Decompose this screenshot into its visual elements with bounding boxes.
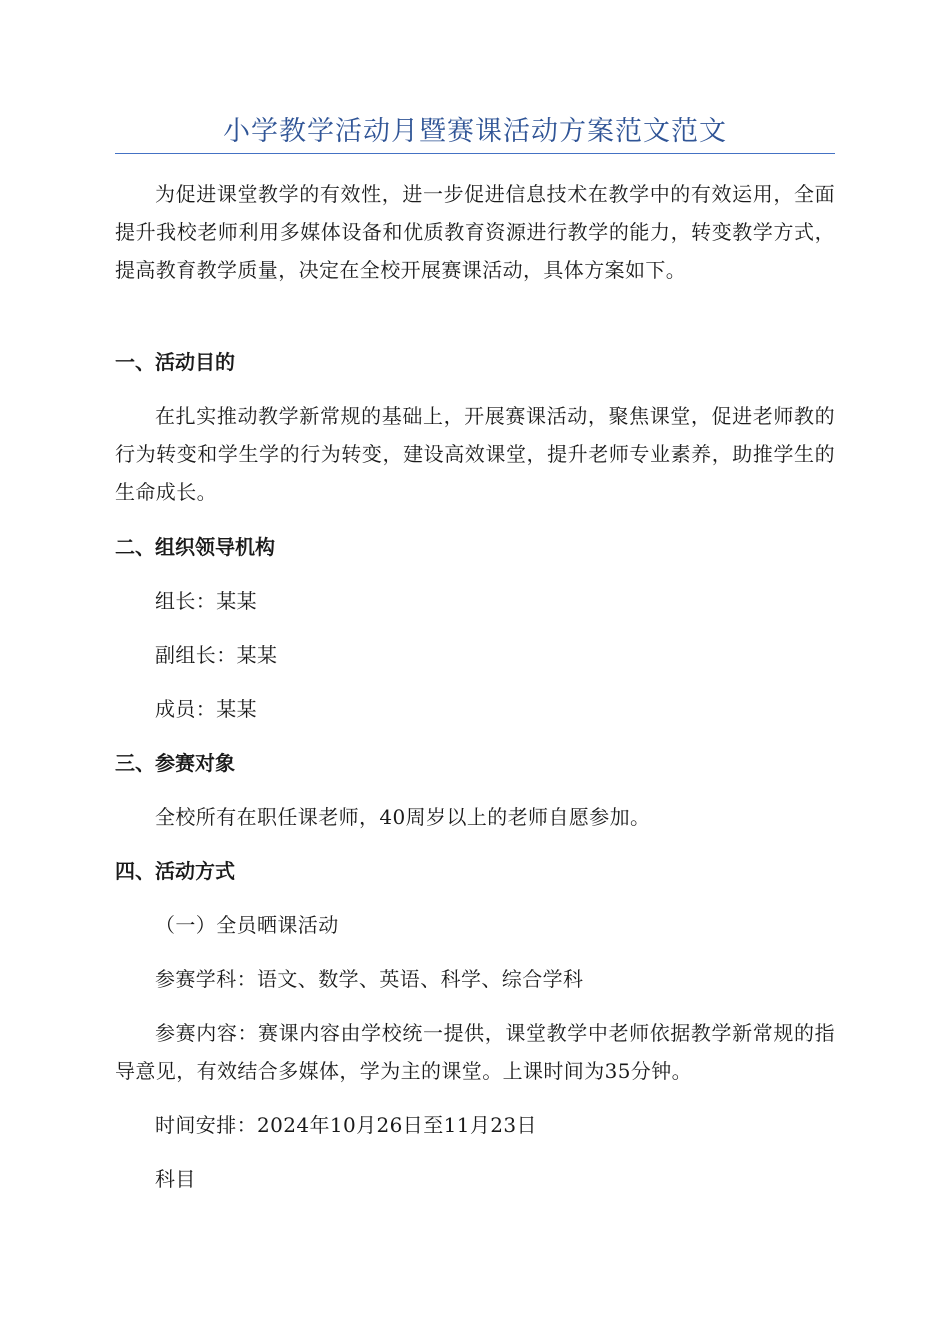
method-content: 参赛内容：赛课内容由学校统一提供，课堂教学中老师依据教学新常规的指导意见，有效结合多媒体，学为主的课堂。上课时间为35分钟。 [115, 1021, 835, 1083]
intro-paragraph: 为促进课堂教学的有效性，进一步促进信息技术在教学中的有效运用，全面提升我校老师利用多媒体设备和优质教育资源进行教学的能力，转变教学方式，提高教育教学质量，决定在全校开展赛课活动，具体方案如下。 [115, 182, 835, 282]
section-heading-organization: 二、组织领导机构 [115, 535, 275, 559]
org-deputy: 副组长：某某 [155, 643, 278, 667]
section-heading-purpose: 一、活动目的 [115, 350, 235, 374]
title-underline [115, 153, 835, 154]
document-title: 小学教学活动月暨赛课活动方案范文范文 [223, 116, 727, 147]
org-members: 成员：某某 [155, 697, 257, 721]
participants-paragraph: 全校所有在职任课老师，40周岁以上的老师自愿参加。 [155, 805, 651, 829]
method-schedule: 时间安排：2024年10月26日至11月23日 [155, 1113, 537, 1137]
method-subjects: 参赛学科：语文、数学、英语、科学、综合学科 [155, 967, 584, 991]
purpose-paragraph: 在扎实推动教学新常规的基础上，开展赛课活动，聚焦课堂，促进老师教的行为转变和学生学的行为转变，建设高效课堂，提升老师专业素养，助推学生的生命成长。 [115, 404, 835, 504]
method-subject-label: 科目 [155, 1167, 196, 1191]
section-heading-method: 四、活动方式 [115, 859, 235, 883]
method-subheading: （一）全员晒课活动 [155, 913, 339, 937]
section-heading-participants: 三、参赛对象 [115, 751, 235, 775]
org-leader: 组长：某某 [155, 589, 257, 613]
